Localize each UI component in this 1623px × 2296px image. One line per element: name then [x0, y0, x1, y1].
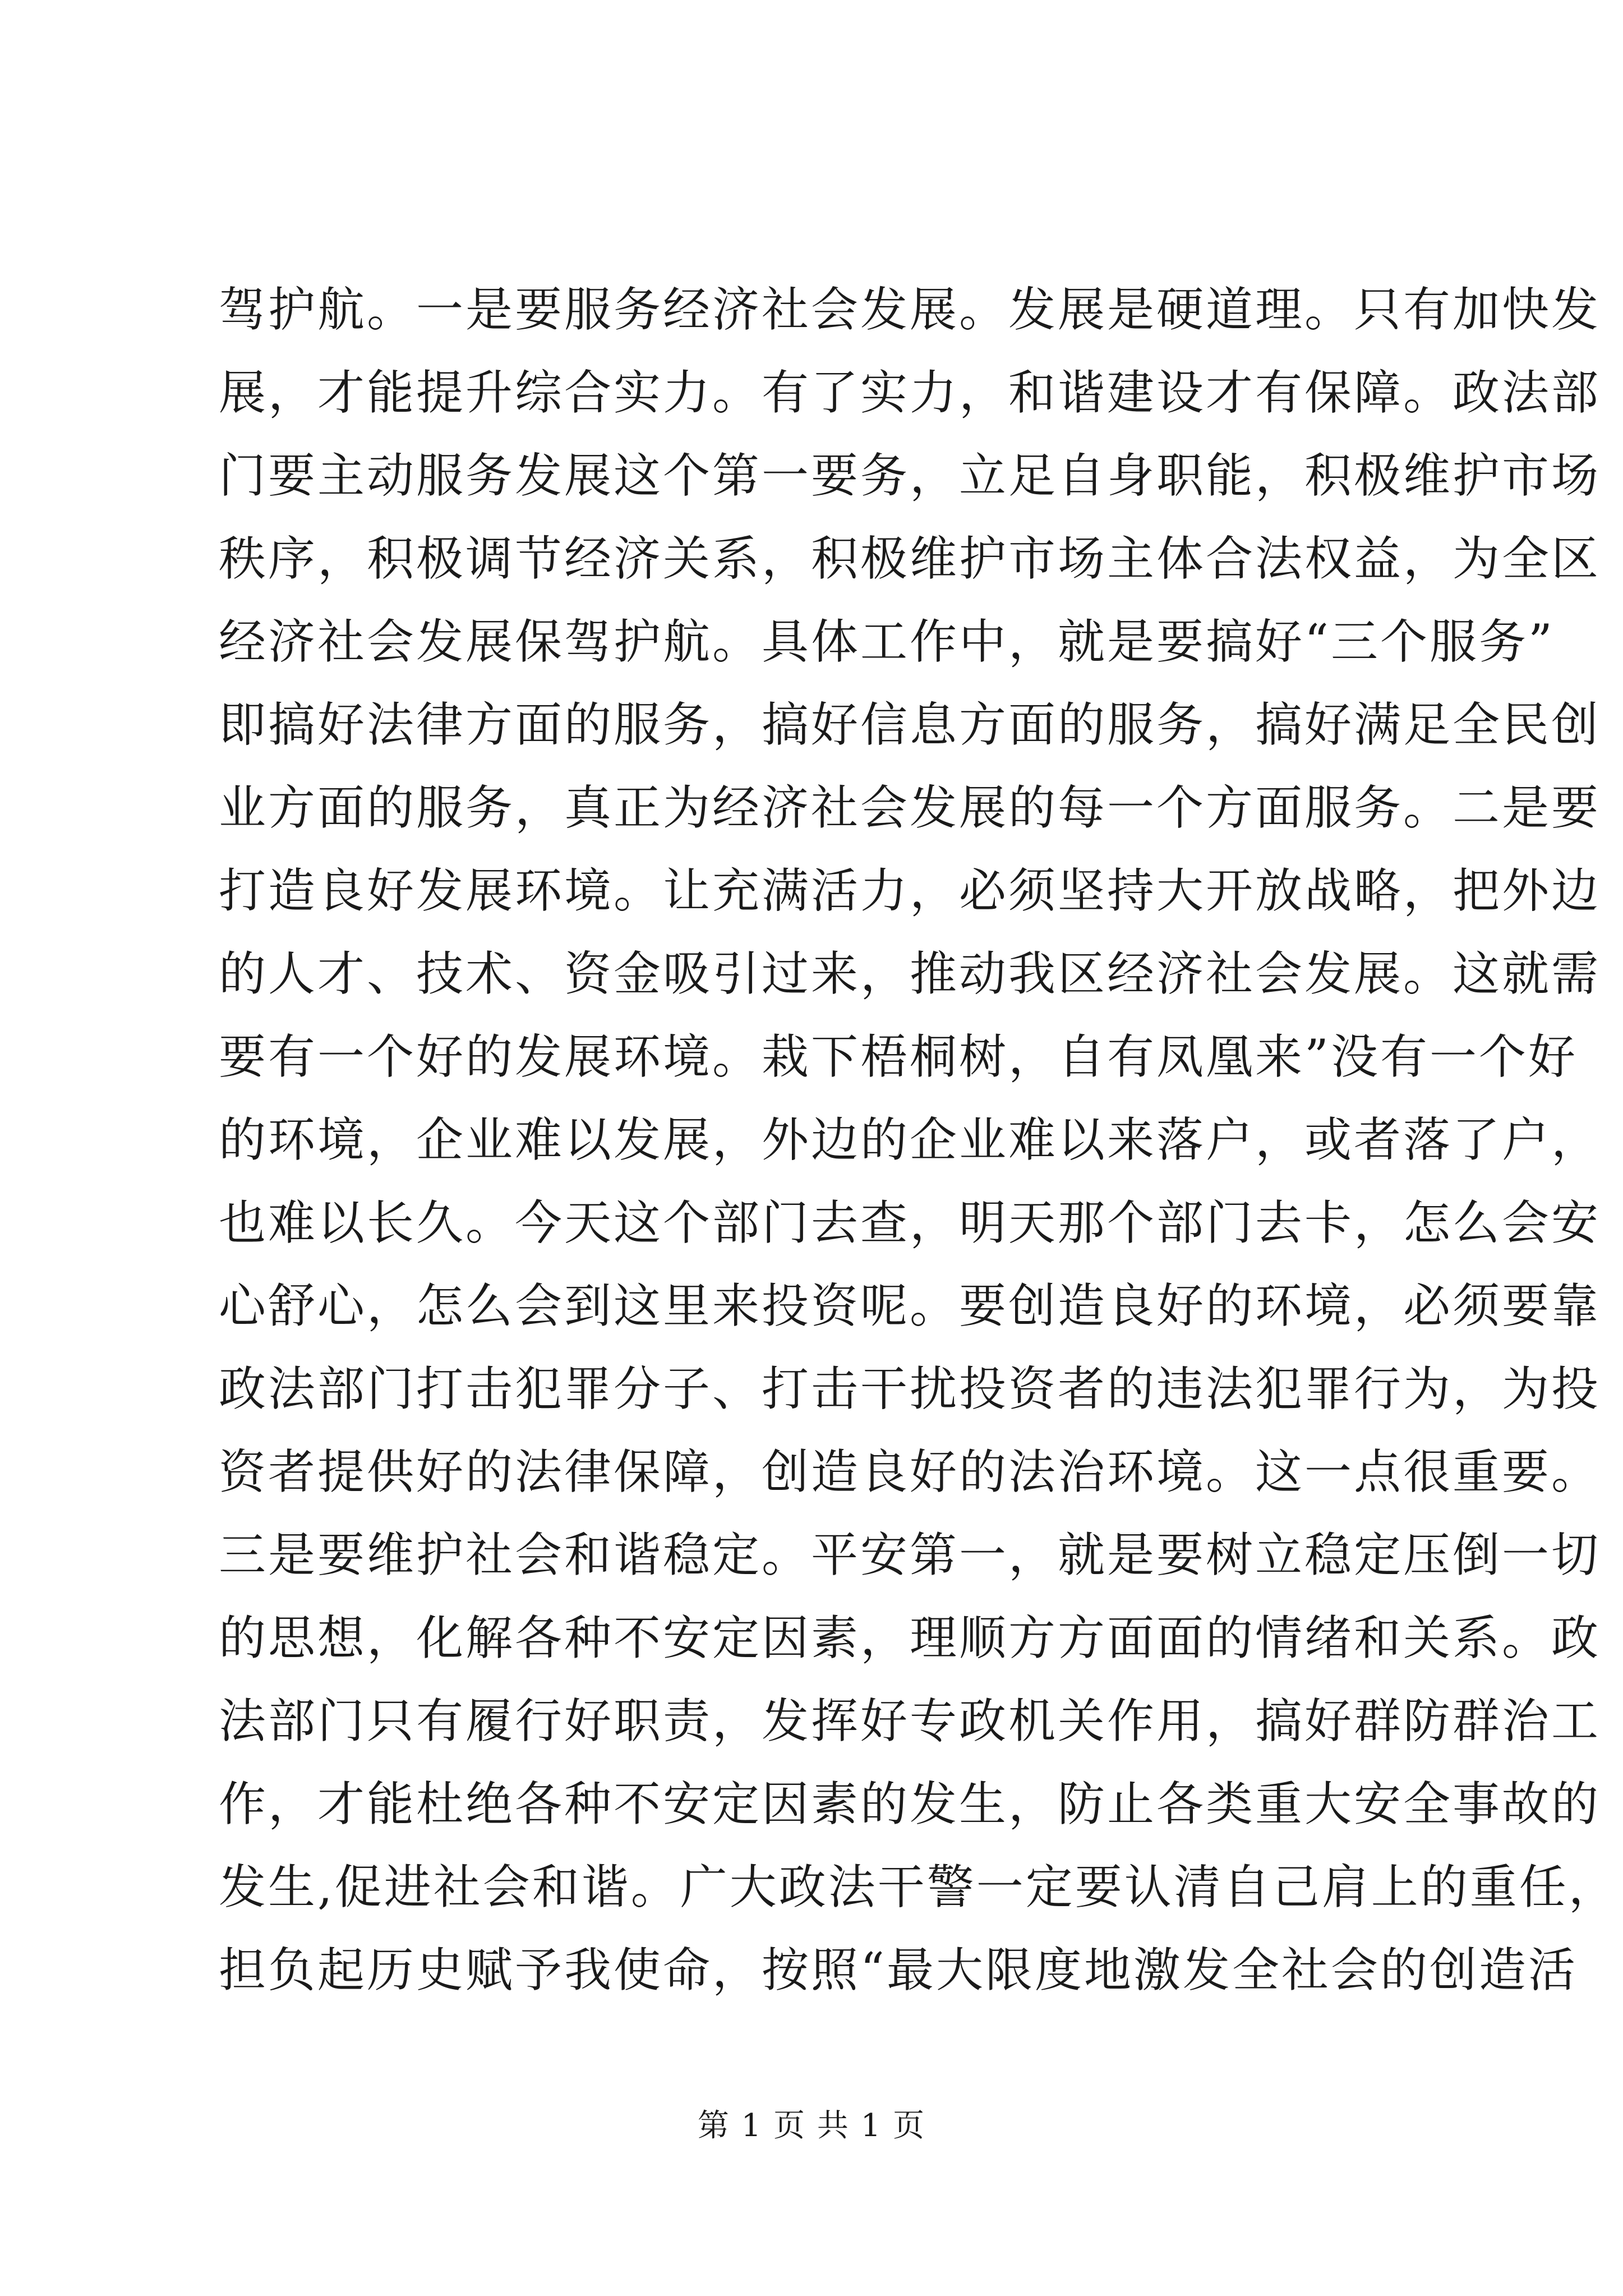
text-line: 门要主动服务发展这个第一要务，立足自身职能，积极维护市场: [219, 448, 1601, 503]
text-line: 法部门只有履行好职责，发挥好专政机关作用，搞好群防群治工: [219, 1694, 1601, 1749]
text-line: 政法部门打击犯罪分子、打击干扰投资者的违法犯罪行为，为投: [219, 1361, 1601, 1416]
text-line: 也难以长久。今天这个部门去查，明天那个部门去卡，怎么会安: [219, 1195, 1601, 1250]
text-line: 即搞好法律方面的服务，搞好信息方面的服务，搞好满足全民创: [219, 697, 1601, 752]
text-line: 的环境，企业难以发展，外边的企业难以来落户，或者落了户，: [219, 1112, 1601, 1167]
text-line: 业方面的服务，真正为经济社会发展的每一个方面服务。二是要: [219, 780, 1601, 835]
text-line: 资者提供好的法律保障，创造良好的法治环境。这一点很重要。: [219, 1444, 1601, 1499]
text-line: 经济社会发展保驾护航。具体工作中，就是要搞好“三个服务”: [219, 614, 1555, 669]
text-line: 秩序，积极调节经济关系，积极维护市场主体合法权益，为全区: [219, 531, 1601, 586]
text-line: 心舒心，怎么会到这里来投资呢。要创造良好的环境，必须要靠: [219, 1278, 1601, 1333]
text-line: 发生,促进社会和谐。广大政法干警一定要认清自己肩上的重任，: [219, 1860, 1618, 1915]
text-line: 的思想，化解各种不安定因素，理顺方方面面的情绪和关系。政: [219, 1611, 1601, 1665]
text-line: 展，才能提升综合实力。有了实力，和谐建设才有保障。政法部: [219, 365, 1601, 420]
text-line: 担负起历史赋予我使命，按照“最大限度地激发全社会的创造活: [219, 1943, 1578, 1998]
text-line: 作，才能杜绝各种不安定因素的发生，防止各类重大安全事故的: [219, 1777, 1601, 1832]
text-line: 的人才、技术、资金吸引过来，推动我区经济社会发展。这就需: [219, 946, 1601, 1001]
text-line: 打造良好发展环境。让充满活力，必须坚持大开放战略，把外边: [219, 863, 1601, 918]
text-line: 驾护航。一是要服务经济社会发展。发展是硬道理。只有加快发: [219, 282, 1601, 337]
body-text: [219, 268, 1618, 2012]
page-footer: 第 1 页 共 1 页: [697, 2108, 926, 2144]
text-line: 三是要维护社会和谐稳定。平安第一，就是要树立稳定压倒一切: [219, 1527, 1601, 1582]
text-line: 要有一个好的发展环境。栽下梧桐树，自有凤凰来”没有一个好: [219, 1029, 1578, 1084]
